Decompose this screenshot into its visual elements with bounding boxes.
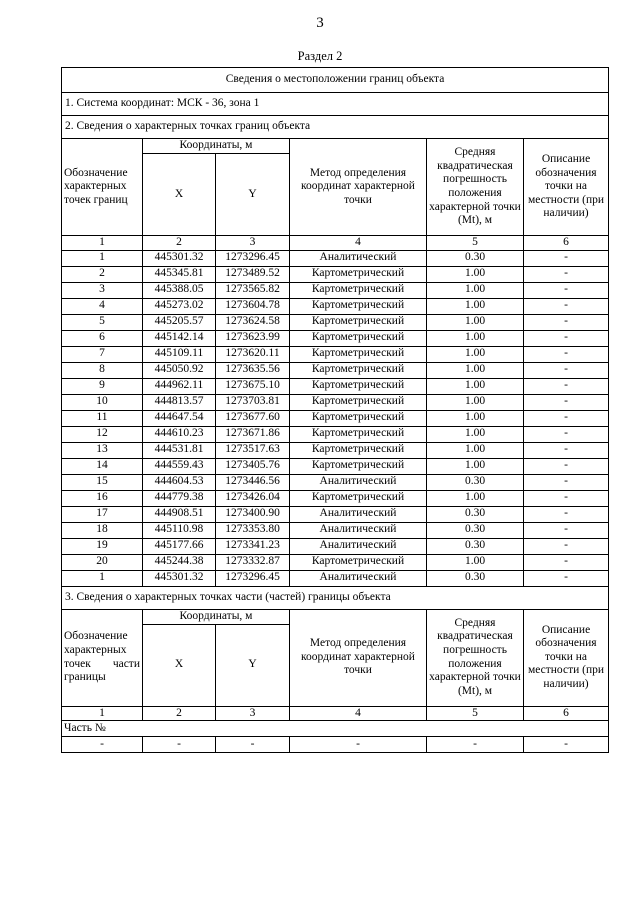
point-number: 5 bbox=[62, 314, 143, 330]
page-number: 3 bbox=[316, 15, 324, 31]
header-method: Метод определения координат характерной точки bbox=[290, 139, 427, 236]
description-cell: - bbox=[524, 362, 609, 378]
part-cell: - bbox=[427, 737, 524, 753]
points-table-body bbox=[62, 250, 609, 586]
table-row bbox=[62, 250, 609, 266]
method-cell: Аналитический bbox=[290, 250, 427, 266]
point-number: 20 bbox=[62, 554, 143, 570]
error-cell: 1.00 bbox=[427, 394, 524, 410]
error-cell: 1.00 bbox=[427, 362, 524, 378]
point-number: 9 bbox=[62, 378, 143, 394]
coord-y: 1273677.60 bbox=[216, 410, 290, 426]
description-cell: - bbox=[524, 250, 609, 266]
table-row bbox=[62, 538, 609, 554]
coord-x: 444962.11 bbox=[143, 378, 216, 394]
description-cell: - bbox=[524, 554, 609, 570]
table-row bbox=[62, 266, 609, 282]
error-cell: 0.30 bbox=[427, 250, 524, 266]
coord-x: 444610.23 bbox=[143, 426, 216, 442]
method-cell: Аналитический bbox=[290, 522, 427, 538]
error-cell: 1.00 bbox=[427, 314, 524, 330]
method-cell: Аналитический bbox=[290, 474, 427, 490]
part-header-coordinates: Координаты, м bbox=[143, 609, 290, 624]
header-x: X bbox=[143, 154, 216, 236]
description-cell: - bbox=[524, 570, 609, 586]
section-title: Раздел 2 bbox=[297, 49, 343, 63]
method-cell: Картометрический bbox=[290, 362, 427, 378]
table-row bbox=[62, 394, 609, 410]
point-number: 14 bbox=[62, 458, 143, 474]
table-row bbox=[62, 458, 609, 474]
coord-x: 445050.92 bbox=[143, 362, 216, 378]
error-cell: 0.30 bbox=[427, 570, 524, 586]
col-number: 6 bbox=[524, 236, 609, 251]
error-cell: 0.30 bbox=[427, 538, 524, 554]
part-cell: - bbox=[290, 737, 427, 753]
col-number: 5 bbox=[427, 706, 524, 721]
method-cell: Аналитический bbox=[290, 570, 427, 586]
coordinate-system: 1. Система координат: МСК - 36, зона 1 bbox=[62, 93, 609, 116]
method-cell: Картометрический bbox=[290, 378, 427, 394]
part-cell: - bbox=[143, 737, 216, 753]
coord-x: 444531.81 bbox=[143, 442, 216, 458]
coord-y: 1273332.87 bbox=[216, 554, 290, 570]
coord-y: 1273635.56 bbox=[216, 362, 290, 378]
method-cell: Картометрический bbox=[290, 346, 427, 362]
table-row bbox=[62, 330, 609, 346]
error-cell: 0.30 bbox=[427, 474, 524, 490]
coord-x: 445244.38 bbox=[143, 554, 216, 570]
point-number: 16 bbox=[62, 490, 143, 506]
method-cell: Картометрический bbox=[290, 426, 427, 442]
error-cell: 1.00 bbox=[427, 554, 524, 570]
point-number: 8 bbox=[62, 362, 143, 378]
coord-y: 1273353.80 bbox=[216, 522, 290, 538]
description-cell: - bbox=[524, 506, 609, 522]
header-error: Средняя квадратическая погрешность положения характерной точки (Mt), м bbox=[427, 139, 524, 236]
coord-y: 1273703.81 bbox=[216, 394, 290, 410]
point-number: 7 bbox=[62, 346, 143, 362]
coord-y: 1273517.63 bbox=[216, 442, 290, 458]
coord-y: 1273400.90 bbox=[216, 506, 290, 522]
coord-x: 445142.14 bbox=[143, 330, 216, 346]
method-cell: Картометрический bbox=[290, 266, 427, 282]
description-cell: - bbox=[524, 538, 609, 554]
coord-y: 1273405.76 bbox=[216, 458, 290, 474]
description-cell: - bbox=[524, 522, 609, 538]
table-row bbox=[62, 282, 609, 298]
point-number: 10 bbox=[62, 394, 143, 410]
method-cell: Картометрический bbox=[290, 410, 427, 426]
method-cell: Картометрический bbox=[290, 554, 427, 570]
coord-y: 1273671.86 bbox=[216, 426, 290, 442]
col-number: 1 bbox=[62, 706, 143, 721]
point-number: 11 bbox=[62, 410, 143, 426]
error-cell: 1.00 bbox=[427, 378, 524, 394]
point-number: 15 bbox=[62, 474, 143, 490]
coord-y: 1273675.10 bbox=[216, 378, 290, 394]
point-number: 19 bbox=[62, 538, 143, 554]
description-cell: - bbox=[524, 426, 609, 442]
point-number: 17 bbox=[62, 506, 143, 522]
table-row bbox=[62, 474, 609, 490]
coord-x: 445273.02 bbox=[143, 298, 216, 314]
header-y: Y bbox=[216, 154, 290, 236]
description-cell: - bbox=[524, 458, 609, 474]
coord-x: 445205.57 bbox=[143, 314, 216, 330]
coord-x: 445301.32 bbox=[143, 250, 216, 266]
error-cell: 1.00 bbox=[427, 282, 524, 298]
table-row bbox=[62, 442, 609, 458]
col-number: 5 bbox=[427, 236, 524, 251]
table-row bbox=[62, 346, 609, 362]
method-cell: Картометрический bbox=[290, 394, 427, 410]
method-cell: Картометрический bbox=[290, 442, 427, 458]
coord-x: 444647.54 bbox=[143, 410, 216, 426]
part-cell: - bbox=[62, 737, 143, 753]
error-cell: 1.00 bbox=[427, 266, 524, 282]
method-cell: Картометрический bbox=[290, 490, 427, 506]
coord-y: 1273296.45 bbox=[216, 250, 290, 266]
col-number: 3 bbox=[216, 706, 290, 721]
coord-y: 1273624.58 bbox=[216, 314, 290, 330]
col-number: 1 bbox=[62, 236, 143, 251]
part-header-description: Описание обозначения точки на местности (при наличии) bbox=[524, 609, 609, 706]
part-header-designation: Обозначение характерных точек части границы bbox=[62, 609, 143, 706]
table-row bbox=[62, 522, 609, 538]
part-header-error: Средняя квадратическая погрешность положения характерной точки (Mt), м bbox=[427, 609, 524, 706]
description-cell: - bbox=[524, 266, 609, 282]
table-row bbox=[62, 410, 609, 426]
coord-x: 444813.57 bbox=[143, 394, 216, 410]
col-number: 4 bbox=[290, 236, 427, 251]
point-number: 18 bbox=[62, 522, 143, 538]
col-number: 4 bbox=[290, 706, 427, 721]
coord-x: 444604.53 bbox=[143, 474, 216, 490]
table-row bbox=[62, 378, 609, 394]
description-cell: - bbox=[524, 378, 609, 394]
description-cell: - bbox=[524, 442, 609, 458]
table-row bbox=[62, 362, 609, 378]
coord-y: 1273341.23 bbox=[216, 538, 290, 554]
error-cell: 1.00 bbox=[427, 346, 524, 362]
error-cell: 1.00 bbox=[427, 330, 524, 346]
part-header-x: X bbox=[143, 624, 216, 706]
col-number: 3 bbox=[216, 236, 290, 251]
table-title: Сведения о местоположении границ объекта bbox=[62, 68, 609, 93]
point-number: 1 bbox=[62, 250, 143, 266]
point-number: 6 bbox=[62, 330, 143, 346]
coord-x: 445109.11 bbox=[143, 346, 216, 362]
column-numbers-row bbox=[62, 236, 609, 251]
description-cell: - bbox=[524, 298, 609, 314]
method-cell: Картометрический bbox=[290, 298, 427, 314]
description-cell: - bbox=[524, 490, 609, 506]
coord-y: 1273565.82 bbox=[216, 282, 290, 298]
boundaries-table bbox=[61, 67, 609, 753]
point-number: 13 bbox=[62, 442, 143, 458]
point-number: 3 bbox=[62, 282, 143, 298]
part-cell: - bbox=[524, 737, 609, 753]
description-cell: - bbox=[524, 282, 609, 298]
table-row bbox=[62, 314, 609, 330]
error-cell: 1.00 bbox=[427, 442, 524, 458]
part-header-method: Метод определения координат характерной точки bbox=[290, 609, 427, 706]
error-cell: 1.00 bbox=[427, 410, 524, 426]
table-row bbox=[62, 490, 609, 506]
coord-x: 445110.98 bbox=[143, 522, 216, 538]
col-number: 6 bbox=[524, 706, 609, 721]
table-row bbox=[62, 570, 609, 586]
coord-x: 445388.05 bbox=[143, 282, 216, 298]
table-row bbox=[62, 426, 609, 442]
description-cell: - bbox=[524, 314, 609, 330]
col-number: 2 bbox=[143, 236, 216, 251]
coord-x: 445301.32 bbox=[143, 570, 216, 586]
method-cell: Картометрический bbox=[290, 282, 427, 298]
coord-x: 444779.38 bbox=[143, 490, 216, 506]
coord-y: 1273489.52 bbox=[216, 266, 290, 282]
coord-x: 445345.81 bbox=[143, 266, 216, 282]
description-cell: - bbox=[524, 474, 609, 490]
part-label: Часть № bbox=[62, 721, 609, 737]
part-cell: - bbox=[216, 737, 290, 753]
part-data-row bbox=[62, 737, 609, 753]
method-cell: Картометрический bbox=[290, 330, 427, 346]
header-designation: Обозначение характерных точек границ bbox=[62, 139, 143, 236]
method-cell: Картометрический bbox=[290, 458, 427, 474]
point-number: 2 bbox=[62, 266, 143, 282]
method-cell: Картометрический bbox=[290, 314, 427, 330]
table-row bbox=[62, 554, 609, 570]
error-cell: 1.00 bbox=[427, 458, 524, 474]
coord-y: 1273604.78 bbox=[216, 298, 290, 314]
error-cell: 1.00 bbox=[427, 490, 524, 506]
error-cell: 1.00 bbox=[427, 426, 524, 442]
point-number: 12 bbox=[62, 426, 143, 442]
coord-y: 1273296.45 bbox=[216, 570, 290, 586]
coord-y: 1273446.56 bbox=[216, 474, 290, 490]
coord-y: 1273426.04 bbox=[216, 490, 290, 506]
part-column-numbers-row bbox=[62, 706, 609, 721]
coord-x: 444908.51 bbox=[143, 506, 216, 522]
description-cell: - bbox=[524, 410, 609, 426]
method-cell: Аналитический bbox=[290, 538, 427, 554]
coord-x: 445177.66 bbox=[143, 538, 216, 554]
method-cell: Аналитический bbox=[290, 506, 427, 522]
coord-x: 444559.43 bbox=[143, 458, 216, 474]
point-number: 1 bbox=[62, 570, 143, 586]
point-number: 4 bbox=[62, 298, 143, 314]
error-cell: 0.30 bbox=[427, 522, 524, 538]
description-cell: - bbox=[524, 330, 609, 346]
coord-y: 1273620.11 bbox=[216, 346, 290, 362]
coord-y: 1273623.99 bbox=[216, 330, 290, 346]
error-cell: 1.00 bbox=[427, 298, 524, 314]
error-cell: 0.30 bbox=[427, 506, 524, 522]
table-row bbox=[62, 298, 609, 314]
table-row bbox=[62, 506, 609, 522]
description-cell: - bbox=[524, 346, 609, 362]
header-description: Описание обозначения точки на местности (при наличии) bbox=[524, 139, 609, 236]
header-coordinates: Координаты, м bbox=[143, 139, 290, 154]
col-number: 2 bbox=[143, 706, 216, 721]
description-cell: - bbox=[524, 394, 609, 410]
points-section-title: 2. Сведения о характерных точках границ объекта bbox=[62, 116, 609, 139]
part-section-title: 3. Сведения о характерных точках части (частей) границы объекта bbox=[62, 586, 609, 609]
part-header-y: Y bbox=[216, 624, 290, 706]
